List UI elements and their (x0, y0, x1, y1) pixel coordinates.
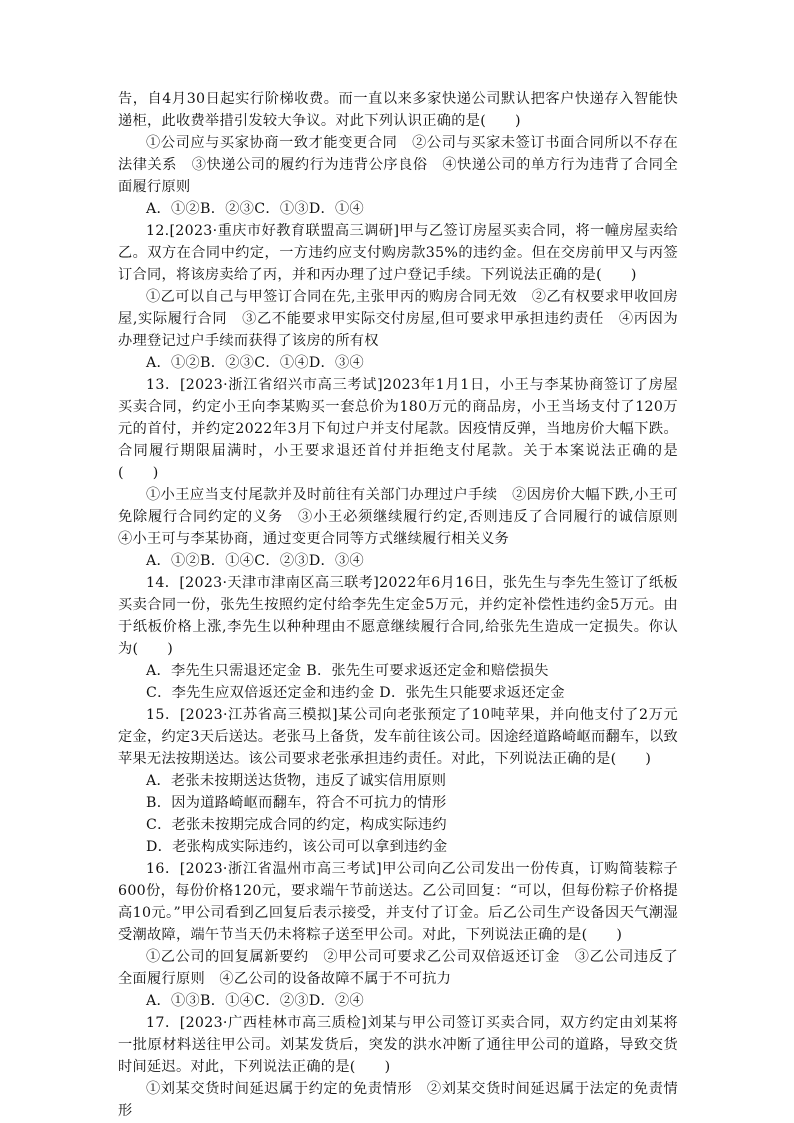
q16-stem: 16．[2023·浙江省温州市高三考试]甲公司向乙公司发出一份传真，订购简装粽子600份，每份价格120元，要求端午节前送达。乙公司回复：“可以，但每份粽子价格提高10元。”甲公司看到乙回复后表示接受，并支付了订金。后乙公司生产设备因天气潮湿受潮故障，端午节当天仍未将粽子送至甲公司。对此，下列说法正确的是( ) (118, 861, 678, 943)
q14-options-cd: C．李先生应双倍返还定金和违约金 D．张先生只能要求返还定金 (146, 685, 565, 701)
q14-stem: 14．[2023·天津市津南区高三联考]2022年6月16日，张先生与李先生签订了纸板买卖合同一份，张先生按照约定付给李先生定金5万元，并约定补偿性违约金5万元。由于纸板价格上涨,李先生以种种理由不愿意继续履行合同,给张先生造成一定损失。你认为( ) (118, 575, 678, 657)
q15-option-c: C．老张未按期完成合同的约定，构成实际违约 (146, 817, 447, 833)
q16-options: A．①③B．①④C．②③D．②④ (146, 993, 364, 1009)
q13-options: A．①②B．①④C．②③D．③④ (146, 553, 364, 569)
q15-option-a: A．老张未按期送达货物，违反了诚实信用原则 (146, 773, 447, 789)
q12-statements: ①乙可以自己与甲签订合同在先,主张甲丙的购房合同无效 ②乙有权要求甲收回房屋,实际履行合同 ③乙不能要求甲实际交付房屋,但可要求甲承担违约责任 ④丙因为办理登记过户手续而获得了该房的所有权 (118, 289, 678, 349)
q16-statements: ①乙公司的回复属新要约 ②甲公司可要求乙公司双倍返还订金 ③乙公司违反了全面履行原则 ④乙公司的设备故障不属于不可抗力 (118, 949, 678, 987)
q14-options-ab: A．李先生只需退还定金 B．张先生可要求返还定金和赔偿损失 (146, 663, 549, 679)
q11-stem-continuation: 告，自4月30日起实行阶梯收费。而一直以来多家快递公司默认把客户快递存入智能快递柜，此收费举措引发较大争议。对此下列认识正确的是( ) (118, 91, 678, 129)
q12-stem: 12.[2023·重庆市好教育联盟高三调研]甲与乙签订房屋买卖合同，将一幢房屋卖给乙。双方在合同中约定，一方违约应支付购房款35%的违约金。但在交房前甲又与丙签订合同，将该房卖给了丙，并和丙办理了过户登记手续。下列说法正确的是( ) (118, 223, 678, 283)
document-body (118, 88, 693, 1122)
q12-options: A．①②B．②③C．①④D．③④ (146, 355, 364, 371)
q17-statements: ①刘某交货时间延迟属于约定的免责情形 ②刘某交货时间延迟属于法定的免责情形 (118, 1081, 678, 1119)
q15-stem: 15．[2023·江苏省高三模拟]某公司向老张预定了10吨苹果，并向他支付了2万元定金，约定3天后送达。老张马上备货，发车前往该公司。因途经道路崎岖而翻车，以致苹果无法按期送达。该公司要求老张承担违约责任。对此，下列说法正确的是( ) (118, 707, 678, 767)
q13-statements: ①小王应当支付尾款并及时前往有关部门办理过户手续 ②因房价大幅下跌,小王可免除履行合同约定的义务 ③小王必须继续履行约定,否则违反了合同履行的诚信原则 ④小王可与李某协商，通过变更合同等方式继续履行相关义务 (118, 487, 693, 547)
q11-options: A．①②B．②③C．①③D．①④ (146, 201, 364, 217)
q13-stem: 13．[2023·浙江省绍兴市高三考试]2023年1月1日，小王与李某协商签订了房屋买卖合同，约定小王向李某购买一套总价为180万元的商品房，小王当场支付了120万元的首付，并约定2022年3月下旬过户并支付尾款。因疫情反弹，当地房价大幅下跌。合同履行期限届满时，小王要求退还首付并拒绝支付尾款。关于本案说法正确的是( ) (118, 377, 678, 481)
q11-statements: ①公司应与买家协商一致才能变更合同 ②公司与买家未签订书面合同所以不存在法律关系 ③快递公司的履约行为违背公序良俗 ④快递公司的单方行为违背了合同全面履行原则 (118, 135, 678, 195)
q17-stem: 17．[2023·广西桂林市高三质检]刘某与甲公司签订买卖合同，双方约定由刘某将一批原材料送往甲公司。刘某发货后，突发的洪水冲断了通往甲公司的道路，导致交货时间延迟。对此，下列说法正确的是( ) (118, 1015, 678, 1075)
q15-option-d: D．老张构成实际违约，该公司可以拿到违约金 (146, 839, 448, 855)
q15-option-b: B．因为道路崎岖而翻车，符合不可抗力的情形 (146, 795, 447, 811)
